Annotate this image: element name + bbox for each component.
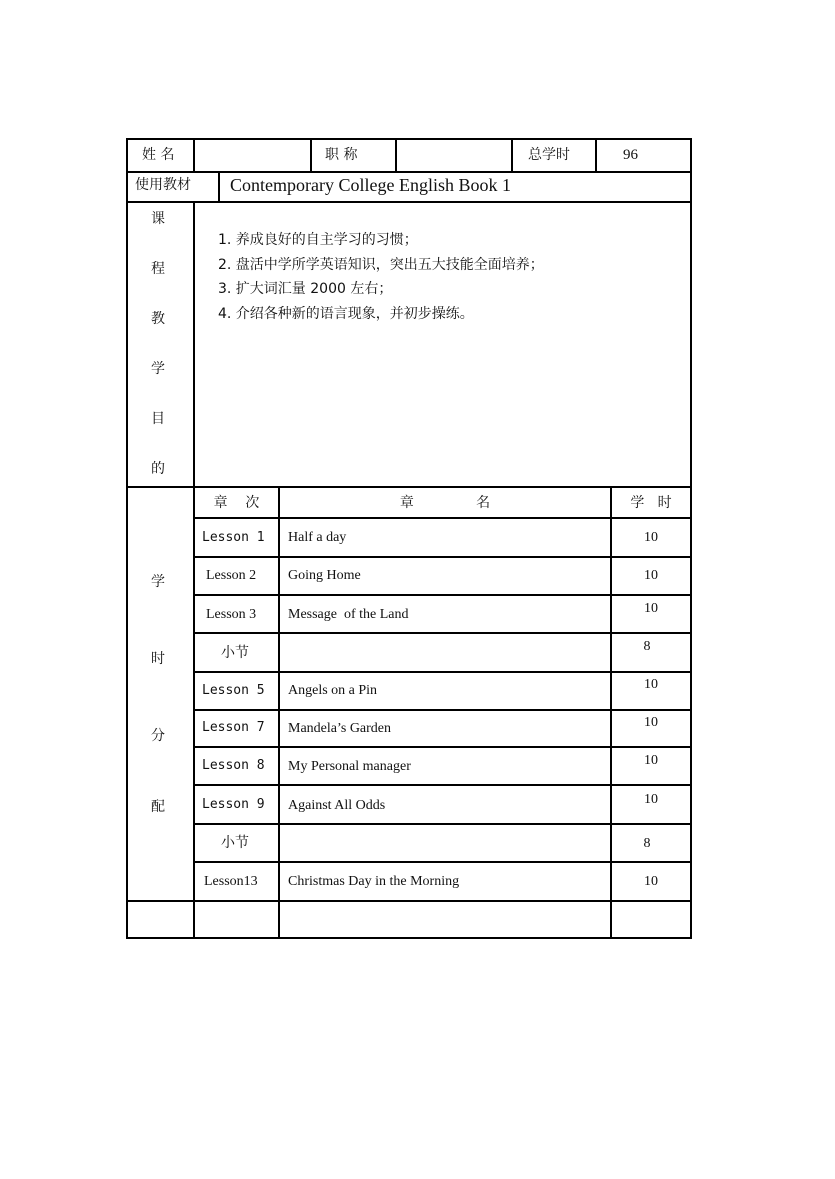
rule xyxy=(193,861,692,863)
row-chapter: Lesson 1 xyxy=(202,530,265,545)
rule xyxy=(310,138,312,171)
rule xyxy=(193,823,692,825)
schedule-label-char: 分 xyxy=(151,728,165,744)
rule xyxy=(126,900,692,902)
rule xyxy=(193,784,692,786)
rule xyxy=(126,937,692,939)
rule xyxy=(126,138,692,140)
rule xyxy=(218,171,220,201)
objectives-label-char: 的 xyxy=(151,461,165,477)
rule xyxy=(511,138,513,171)
schedule-label-char: 学 xyxy=(151,574,165,590)
row-chapter: Lesson 2 xyxy=(206,568,257,583)
objectives-label-char: 程 xyxy=(151,261,165,277)
row-chapter: 小节 xyxy=(221,645,249,661)
objective-item: 2. 盘活中学所学英语知识，突出五大技能全面培养； xyxy=(218,257,544,273)
rule xyxy=(193,746,692,748)
row-name: Angels on a Pin xyxy=(288,683,378,698)
column-header-name: 章 名 xyxy=(399,495,491,511)
objective-item: 3. 扩大词汇量 2000 左右； xyxy=(218,281,393,297)
rule xyxy=(690,138,692,939)
rule xyxy=(595,138,597,171)
column-header-chapter: 章 次 xyxy=(213,495,260,511)
row-hours: 10 xyxy=(644,568,658,583)
row-hours: 10 xyxy=(644,874,658,889)
row-name: Against All Odds xyxy=(288,798,386,813)
row-chapter: Lesson 3 xyxy=(206,607,257,622)
rule xyxy=(395,138,397,171)
row-hours: 10 xyxy=(644,677,658,692)
rule xyxy=(193,709,692,711)
rule xyxy=(193,556,692,558)
row-hours: 10 xyxy=(644,530,658,545)
rule xyxy=(278,486,280,939)
name-label: 姓 名 xyxy=(142,147,175,163)
objective-item: 4. 介绍各种新的语言现象，并初步操练。 xyxy=(218,306,474,322)
row-name: Christmas Day in the Morning xyxy=(288,874,460,889)
rule xyxy=(193,671,692,673)
row-chapter: Lesson 7 xyxy=(202,720,265,735)
rule xyxy=(193,486,195,939)
schedule-label-char: 配 xyxy=(151,799,165,815)
schedule-label-char: 时 xyxy=(151,651,165,667)
rule xyxy=(193,138,195,171)
rule xyxy=(126,171,692,173)
rule xyxy=(193,517,692,519)
row-chapter: Lesson13 xyxy=(204,874,258,889)
row-chapter: Lesson 9 xyxy=(202,797,265,812)
row-chapter: Lesson 8 xyxy=(202,758,265,773)
row-hours: 10 xyxy=(644,601,658,616)
total-hours-label: 总学时 xyxy=(528,147,570,163)
row-hours: 8 xyxy=(643,639,651,654)
row-name: Going Home xyxy=(288,568,361,583)
row-name: My Personal manager xyxy=(288,759,411,774)
row-hours: 10 xyxy=(644,715,658,730)
row-hours: 10 xyxy=(644,792,658,807)
row-chapter: Lesson 5 xyxy=(202,683,265,698)
column-header-hours: 学 时 xyxy=(630,495,672,511)
rule xyxy=(126,201,692,203)
row-hours: 8 xyxy=(643,836,651,851)
row-name: Half a day xyxy=(288,530,347,545)
total-hours-value: 96 xyxy=(623,147,638,163)
objectives-label-char: 学 xyxy=(151,361,165,377)
textbook-value: Contemporary College English Book 1 xyxy=(230,175,511,195)
title-label: 职 称 xyxy=(325,147,358,163)
row-name: Mandela’s Garden xyxy=(288,721,392,736)
rule xyxy=(610,486,612,939)
row-name: Message of the Land xyxy=(288,607,409,622)
objective-item: 1. 养成良好的自主学习的习惯； xyxy=(218,232,418,248)
objectives-label-char: 课 xyxy=(151,211,165,227)
objectives-label-char: 教 xyxy=(151,311,165,327)
row-chapter: 小节 xyxy=(221,835,249,851)
row-hours: 10 xyxy=(644,753,658,768)
syllabus-table xyxy=(126,138,692,939)
rule xyxy=(126,486,692,488)
rule xyxy=(193,201,195,486)
rule xyxy=(193,594,692,596)
rule xyxy=(193,632,692,634)
rule xyxy=(126,138,128,939)
textbook-label: 使用教材 xyxy=(135,177,191,193)
objectives-label-char: 目 xyxy=(151,411,165,427)
